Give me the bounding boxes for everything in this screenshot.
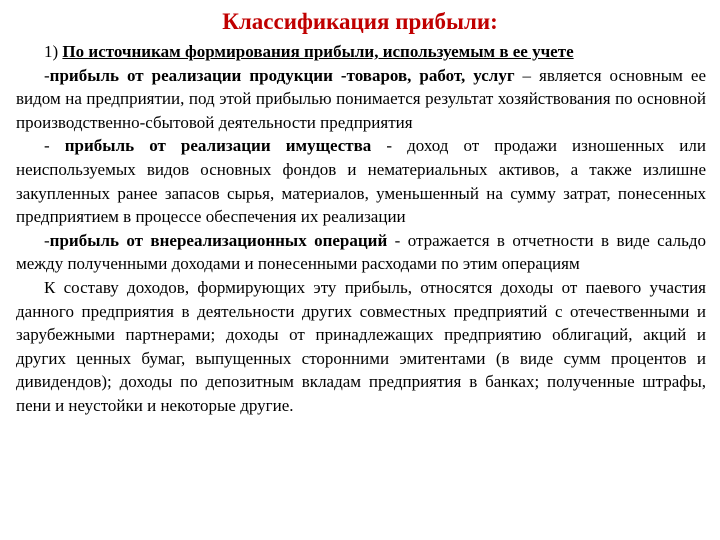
paragraph-property-profit (16, 134, 706, 228)
heading-number: 1) (44, 42, 63, 61)
slide-body (16, 40, 706, 418)
heading-text: По источникам формирования прибыли, используемым в ее учете (62, 42, 574, 61)
paragraph-sales-profit (16, 64, 706, 135)
definition-property-profit: - доход от продажи изношенных или неиспользуемых видов основных фондов и нематериальных активов, а также излишне закупленных ранее запасов сырья, материалов, уменьшенный на сумму затрат, понесенных предприятием в процессе обеспечения их реализации (16, 136, 706, 227)
paragraph-nonoperating-profit (16, 229, 706, 276)
income-composition-text: К составу доходов, формирующих эту прибыль, относятся доходы от паевого участия данного предприятия в деятельности других совместных предприятий с отечественными и зарубежными партнерами; доходы от принадлежащих предприятию облигаций, акций и других ценных бумаг, выпущенных сторонними эмитентами (в виде сумм процентов и дивидендов); доходы по депозитным вкладам предприятия в банках; полученные штрафы, пени и неустойки и некоторые другие. (16, 277, 706, 415)
term-property-profit: прибыль от реализации имущества (64, 136, 372, 156)
classification-heading (16, 40, 706, 64)
paragraph-income-composition (16, 276, 706, 418)
dash: - (44, 136, 65, 156)
term-nonoperating-profit: прибыль от внереализационных операций (49, 230, 388, 250)
definition-sales-profit: – является основным ее видом на предприятии, под этой прибылью понимается результат хозяйствования по основной производственно-сбытовой деятельности предприятия (16, 65, 706, 132)
term-sales-profit: прибыль от реализации продукции -товаров, работ, услуг (49, 65, 523, 85)
definition-nonoperating-profit: - отражается в отчетности в виде сальдо между полученными доходами и понесенными расходами по этим операциям (16, 230, 706, 274)
slide-title: Классификация прибыли: (222, 9, 498, 34)
dash: - (44, 65, 50, 85)
dash: - (44, 230, 50, 250)
